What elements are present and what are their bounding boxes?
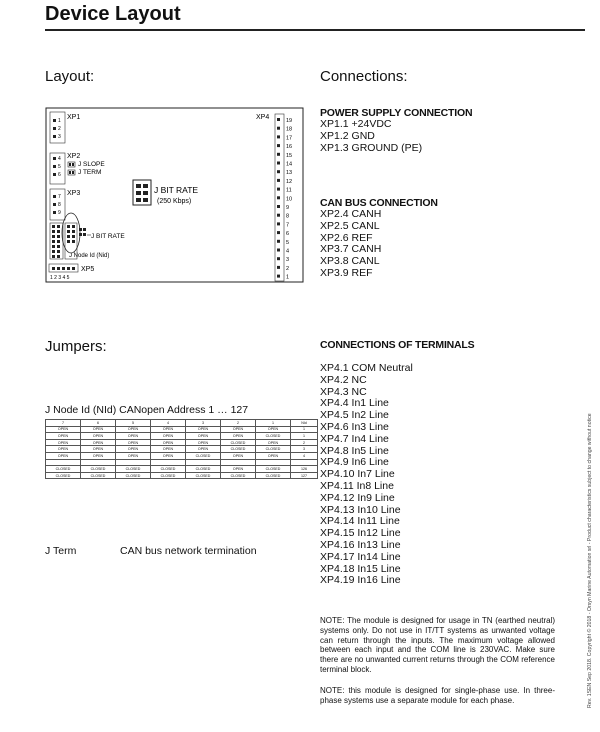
nid-cell: OPEN <box>46 439 81 446</box>
terminals-heading: CONNECTIONS OF TERMINALS <box>320 339 475 351</box>
xp4-pin <box>277 231 280 234</box>
terminal-line: XP4.10 In7 Line <box>320 468 395 481</box>
nid-row <box>46 452 318 459</box>
can-line: XP2.4 CANH <box>320 208 382 220</box>
terminal-line: XP4.17 In14 Line <box>320 550 401 563</box>
xp4-pin-number: 16 <box>286 144 293 151</box>
nid-row <box>46 439 318 446</box>
connections-heading: Connections: <box>320 68 408 85</box>
nid-cell: OPEN <box>46 433 81 440</box>
nid-table <box>45 419 318 479</box>
j-term-label: J TERM <box>78 169 102 176</box>
nid-cell: OPEN <box>81 446 116 453</box>
svg-text:6: 6 <box>58 172 61 178</box>
xp4-pin <box>277 266 280 269</box>
jterm-description: CAN bus network termination <box>120 545 257 557</box>
nid-cell <box>116 459 151 466</box>
xp4-pin <box>277 179 280 182</box>
terminal-line: XP4.15 In12 Line <box>320 527 401 540</box>
nid-cell: CLOSED <box>81 466 116 473</box>
nid-table-title: J Node Id (NId) CANopen Address 1 … 127 <box>45 404 249 416</box>
nid-cell: OPEN <box>186 446 221 453</box>
nid-cell: OPEN <box>116 452 151 459</box>
xp5-pin-numbers: 1 2 3 4 5 <box>50 275 70 281</box>
nid-row <box>46 433 318 440</box>
nid-cell: CLOSED <box>186 452 221 459</box>
nid-cell: CLOSED <box>116 472 151 479</box>
xp4-pin-number: 2 <box>286 265 290 272</box>
nid-cell: OPEN <box>186 439 221 446</box>
nid-cell: OPEN <box>151 452 186 459</box>
nid-cell: OPEN <box>221 466 256 473</box>
terminal-line: XP4.8 In5 Line <box>320 444 389 457</box>
xp4-pin <box>277 196 280 199</box>
power-line: XP1.3 GROUND (PE) <box>320 141 423 154</box>
terminal-line: XP4.13 In10 Line <box>320 503 401 516</box>
nid-cell: CLOSED <box>186 466 221 473</box>
terminal-line: XP4.9 In6 Line <box>320 456 389 469</box>
nid-cell: CLOSED <box>116 466 151 473</box>
jumpers-heading: Jumpers: <box>45 338 107 355</box>
can-line: XP2.5 CANL <box>320 219 380 232</box>
nid-header-cell: 6 <box>81 420 116 427</box>
svg-text:1: 1 <box>58 118 61 124</box>
xp4-pin <box>277 135 280 138</box>
terminal-line: XP4.1 COM Neutral <box>320 362 413 374</box>
power-line: XP1.1 +24VDC <box>320 118 392 130</box>
nid-cell <box>256 459 291 466</box>
terminal-line: XP4.16 In13 Line <box>320 538 401 551</box>
nid-cell: CLOSED <box>221 446 256 453</box>
xp5-label: XP5 <box>81 266 95 273</box>
xp4-pin <box>277 162 280 165</box>
nid-cell: 1 <box>291 433 318 440</box>
nid-cell <box>151 459 186 466</box>
xp4-pin <box>277 249 280 252</box>
xp4-pin-number: 6 <box>286 231 290 238</box>
xp4-label: XP4 <box>256 114 270 121</box>
jterm-label: J Term <box>45 545 77 557</box>
nid-header-row <box>46 420 318 427</box>
xp4-pin <box>277 240 280 243</box>
nid-cell: OPEN <box>81 426 116 433</box>
xp4-pin-number: 13 <box>286 170 293 177</box>
xp4-pin <box>277 205 280 208</box>
nid-row <box>46 446 318 453</box>
svg-text:9: 9 <box>58 210 61 216</box>
xp1-label: XP1 <box>67 114 81 121</box>
xp3-label: XP3 <box>67 190 81 197</box>
xp4-pin <box>277 170 280 173</box>
bit-rate-value: (250 Kbps) <box>157 198 192 205</box>
nid-cell: OPEN <box>46 452 81 459</box>
j-node-id-label: J Node Id (Nid) <box>69 253 110 259</box>
xp4-pin <box>277 153 280 156</box>
nid-cell <box>221 459 256 466</box>
nid-cell: CLOSED <box>256 446 291 453</box>
nid-cell: 127 <box>291 472 318 479</box>
nid-row <box>46 426 318 433</box>
nid-cell: OPEN <box>256 426 291 433</box>
nid-header-cell: 7 <box>46 420 81 427</box>
nid-cell: OPEN <box>81 452 116 459</box>
xp4-pin-number: 11 <box>286 187 292 194</box>
side-copyright: Rev. 1SEN Sep 2018. Copyright © 2018 - Orsyn Marine Automation srl - Product characteristics subject to change without notice <box>587 413 593 708</box>
nid-cell: OPEN <box>81 439 116 446</box>
xp4-pin-number: 9 <box>286 205 290 211</box>
xp4-pin <box>277 144 280 147</box>
can-line: XP3.7 CANH <box>320 243 382 256</box>
nid-row <box>46 472 318 479</box>
terminal-line: XP4.7 In4 Line <box>320 432 389 445</box>
nid-cell: OPEN <box>81 433 116 440</box>
svg-text:8: 8 <box>58 202 61 208</box>
nid-cell: OPEN <box>116 426 151 433</box>
can-line: XP3.8 CANL <box>320 255 380 268</box>
power-heading: POWER SUPPLY CONNECTION <box>320 107 473 119</box>
terminal-line: XP4.11 In8 Line <box>320 479 394 492</box>
xp4-pin <box>277 257 280 260</box>
nid-cell <box>186 459 221 466</box>
nid-cell: OPEN <box>186 426 221 433</box>
nid-cell <box>291 459 318 466</box>
can-line: XP3.9 REF <box>320 266 373 279</box>
can-line: XP2.6 REF <box>320 231 373 244</box>
note-earthed-neutral: NOTE: The module is designed for usage in TN (earthed neutral) systems only. Do not use in IT/TT systems as unwanted voltage can return through the inputs. The maximum voltage allowed between each input and the COM line is 230VAC. Make sure there are no unwanted current returns through the COM reference terminal block. <box>320 616 555 674</box>
nid-header-cell: 2 <box>221 420 256 427</box>
nid-cell: OPEN <box>151 446 186 453</box>
nid-cell: CLOSED <box>256 466 291 473</box>
power-supply-section <box>320 107 472 154</box>
nid-cell <box>81 459 116 466</box>
nid-cell: OPEN <box>151 433 186 440</box>
nid-cell: OPEN <box>151 426 186 433</box>
j-slope-label: J SLOPE <box>78 161 105 168</box>
nid-cell: CLOSED <box>256 472 291 479</box>
terminal-line: XP4.12 In9 Line <box>320 491 395 504</box>
xp4-pin-number: 14 <box>286 161 293 168</box>
note-single-phase: NOTE: this module is designed for single-phase use. In three-phase systems use a separate module for each phase. <box>320 686 555 705</box>
nid-cell: OPEN <box>116 439 151 446</box>
nid-cell: CLOSED <box>256 433 291 440</box>
xp4-pin-number: 12 <box>286 178 293 185</box>
nid-header-cell: 4 <box>151 420 186 427</box>
nid-cell: 126 <box>291 466 318 473</box>
nid-cell: 3 <box>291 446 318 453</box>
nid-row <box>46 459 318 466</box>
nid-cell: CLOSED <box>46 472 81 479</box>
xp4-pin-number: 10 <box>286 196 293 203</box>
nid-header-cell: NId <box>291 420 318 427</box>
xp4-pin-number: 4 <box>286 248 290 255</box>
terminal-line: XP4.14 In11 Line <box>320 515 400 528</box>
can-heading: CAN BUS CONNECTION <box>320 197 438 209</box>
nid-row <box>46 466 318 473</box>
page-title: Device Layout <box>45 3 181 25</box>
nid-cell: 1 <box>291 426 318 433</box>
nid-cell: OPEN <box>256 452 291 459</box>
svg-text:2: 2 <box>58 126 61 132</box>
nid-cell: CLOSED <box>81 472 116 479</box>
nid-cell: OPEN <box>116 446 151 453</box>
can-bus-section <box>320 197 438 280</box>
nid-cell <box>46 459 81 466</box>
nid-cell: CLOSED <box>151 466 186 473</box>
svg-text:5: 5 <box>58 164 61 170</box>
nid-cell: OPEN <box>256 439 291 446</box>
nid-cell: CLOSED <box>221 472 256 479</box>
svg-text:3: 3 <box>58 134 61 140</box>
xp4-pin-number: 7 <box>286 222 290 229</box>
power-line: XP1.2 GND <box>320 129 375 142</box>
layout-heading: Layout: <box>45 68 95 85</box>
nid-cell: CLOSED <box>151 472 186 479</box>
xp4-pin-number: 17 <box>286 135 293 142</box>
xp4-pin-number: 5 <box>286 239 290 246</box>
xp4-pin <box>277 118 280 121</box>
board-diagram <box>45 107 305 285</box>
xp4-pin <box>277 214 280 217</box>
nid-cell: OPEN <box>151 439 186 446</box>
nid-header-cell: 3 <box>186 420 221 427</box>
terminal-line: XP4.19 In16 Line <box>320 574 401 587</box>
nid-cell: 2 <box>291 439 318 446</box>
nid-cell: CLOSED <box>46 466 81 473</box>
xp4-pin-number: 1 <box>286 274 290 281</box>
nid-cell: OPEN <box>221 433 256 440</box>
xp4-pin <box>277 127 280 130</box>
terminal-line: XP4.5 In2 Line <box>320 409 389 422</box>
xp4-pin-number: 3 <box>286 257 290 264</box>
terminals-list <box>320 363 413 587</box>
svg-text:4: 4 <box>58 156 61 162</box>
nid-header-cell: 1 <box>256 420 291 427</box>
xp4-pin-number: 8 <box>286 213 290 220</box>
nid-cell: OPEN <box>46 446 81 453</box>
xp4-pin <box>277 275 280 278</box>
xp4-pin <box>277 188 280 191</box>
nid-header-cell: 5 <box>116 420 151 427</box>
title-rule <box>45 29 585 31</box>
xp2-label: XP2 <box>67 153 81 160</box>
nid-cell: 4 <box>291 452 318 459</box>
j-slope-jumper <box>68 161 105 168</box>
svg-text:7: 7 <box>58 194 61 200</box>
nid-cell: OPEN <box>46 426 81 433</box>
j-term-jumper <box>68 169 101 176</box>
nid-cell: OPEN <box>221 452 256 459</box>
xp4-pin-number: 19 <box>286 118 293 124</box>
j-bit-rate-label: J BIT RATE <box>154 185 199 195</box>
terminal-line: XP4.18 In15 Line <box>320 562 401 575</box>
terminal-line: XP4.3 NC <box>320 385 367 398</box>
nid-cell: CLOSED <box>186 472 221 479</box>
xp4-pin <box>277 222 280 225</box>
terminal-line: XP4.4 In1 Line <box>320 397 389 410</box>
j-bit-rate-small-label: J BIT RATE <box>91 233 125 240</box>
terminal-line: XP4.2 NC <box>320 373 367 386</box>
xp4-pin-number: 15 <box>286 152 293 159</box>
xp4-pin-number: 18 <box>286 126 293 133</box>
nid-cell: OPEN <box>221 426 256 433</box>
nid-cell: OPEN <box>116 433 151 440</box>
nid-cell: OPEN <box>186 433 221 440</box>
terminal-line: XP4.6 In3 Line <box>320 420 389 433</box>
nid-cell: CLOSED <box>221 439 256 446</box>
